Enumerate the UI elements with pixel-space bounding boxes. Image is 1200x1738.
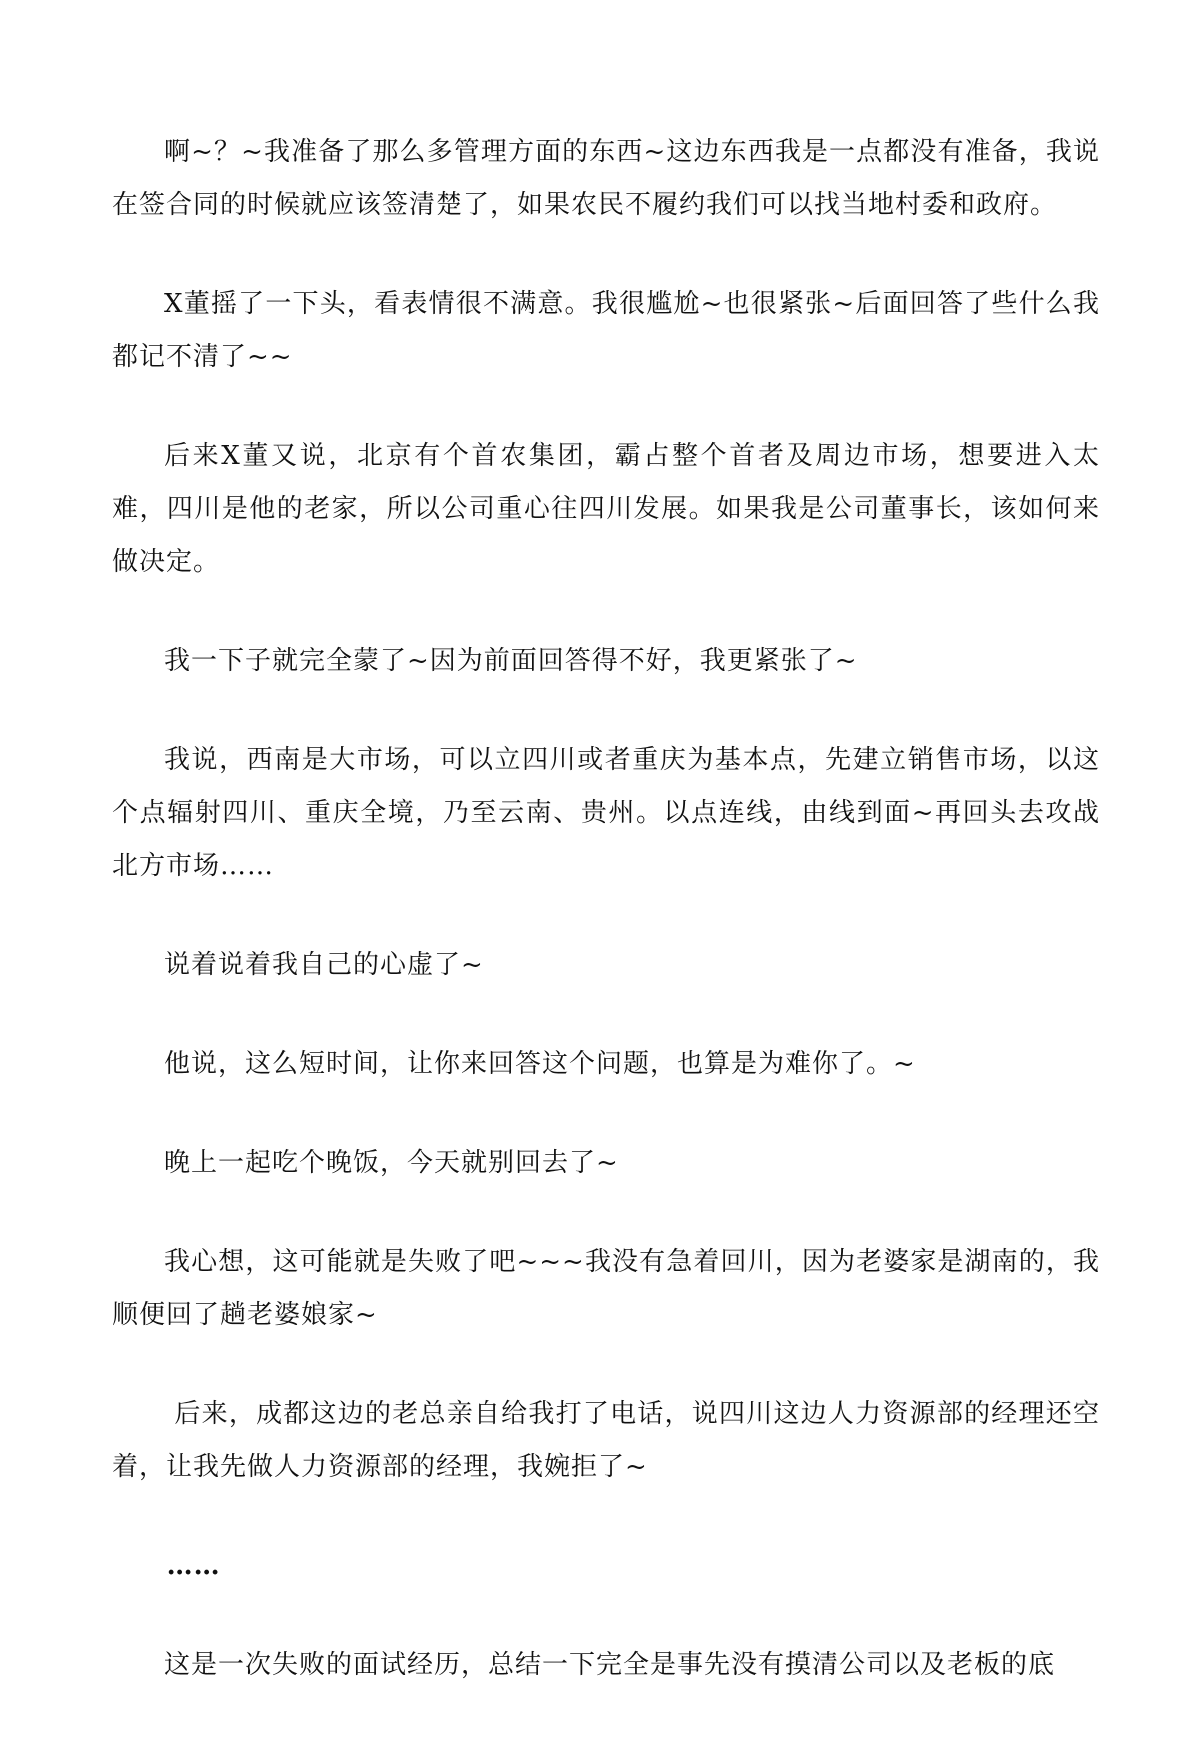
paragraph-1: 啊~？~我准备了那么多管理方面的东西~这边东西我是一点都没有准备，我说在签合同的时候就应该签清楚了，如果农民不履约我们可以找当地村委和政府。 <box>112 137 1100 220</box>
paragraph-3: 后来X董又说，北京有个首农集团，霸占整个首者及周边市场，想要进入太难，四川是他的老家，所以公司重心往四川发展。如果我是公司董事长，该如何来做决定。 <box>112 441 1100 577</box>
paragraph-2: X董摇了一下头，看表情很不满意。我很尴尬~也很紧张~后面回答了些什么我都记不清了~~ <box>112 289 1100 372</box>
paragraph-7: 他说，这么短时间，让你来回答这个问题，也算是为难你了。~ <box>164 1049 916 1079</box>
paragraph-6: 说着说着我自己的心虚了~ <box>164 950 484 980</box>
paragraph-10: 后来，成都这边的老总亲自给我打了电话，说四川这边人力资源部的经理还空着，让我先做人力资源部的经理，我婉拒了~ <box>112 1399 1100 1482</box>
paragraph-4: 我一下子就完全蒙了~因为前面回答得不好，我更紧张了~ <box>164 646 858 676</box>
paragraph-ellipsis: …… <box>166 1551 221 1581</box>
paragraph-5: 我说，西南是大市场，可以立四川或者重庆为基本点，先建立销售市场，以这个点辐射四川、重庆全境，乃至云南、贵州。以点连线，由线到面~再回头去攻战北方市场…… <box>112 745 1100 881</box>
paragraph-9: 我心想，这可能就是失败了吧~~~我没有急着回川，因为老婆家是湖南的，我顺便回了趟老婆娘家~ <box>112 1247 1100 1330</box>
document-body <box>112 126 1100 1738</box>
paragraph-8: 晚上一起吃个晚饭，今天就别回去了~ <box>164 1148 619 1178</box>
paragraph-12: 这是一次失败的面试经历，总结一下完全是事先没有摸清公司以及老板的底 <box>164 1650 1056 1680</box>
